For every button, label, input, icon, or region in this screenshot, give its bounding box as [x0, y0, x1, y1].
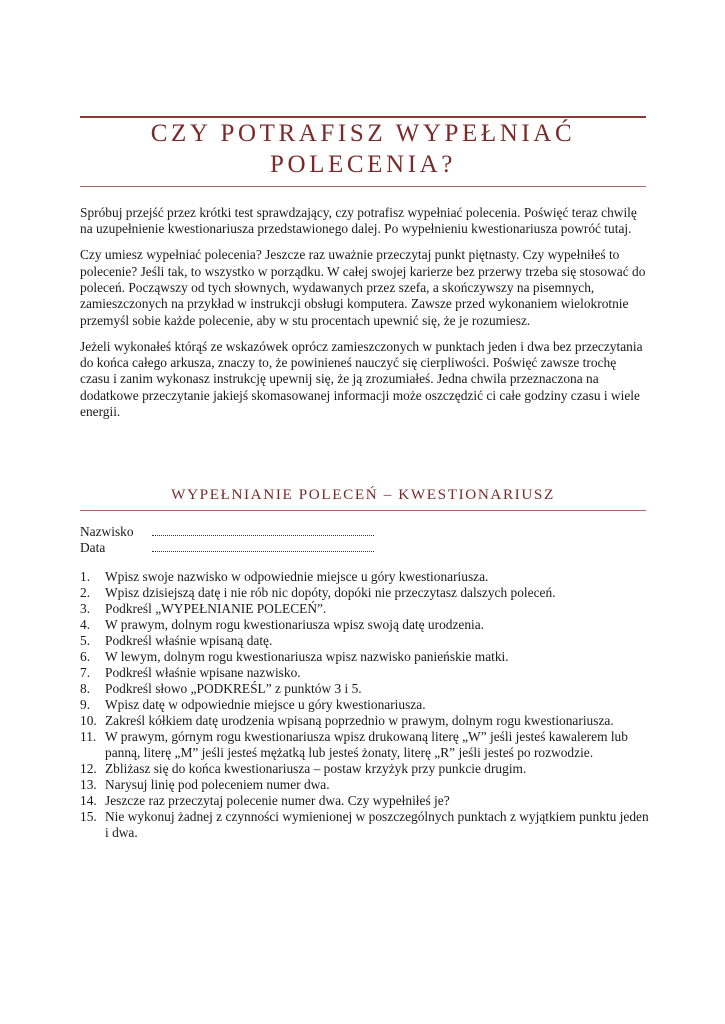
item-text: Jeszcze raz przeczytaj polecenie numer dwa. Czy wypełniłeś je? — [105, 793, 450, 808]
list-item — [80, 761, 650, 777]
surname-field — [80, 524, 374, 540]
list-item — [80, 809, 650, 841]
intro-text — [80, 205, 646, 430]
item-number: 12. — [80, 761, 97, 776]
item-text: Zakreśl kółkiem datę urodzenia wpisaną poprzednio w prawym, dolnym rogu kwestionariusza. — [105, 713, 614, 728]
intro-paragraph: Spróbuj przejść przez krótki test sprawdzający, czy potrafisz wypełniać polecenia. Poświęć teraz chwilę na uzupełnienie kwestionariusza przedstawionego dalej. Po wypełnieniu kwestionariusza powróć tutaj. — [80, 205, 637, 237]
item-number: 3. — [80, 601, 91, 616]
item-text: W lewym, dolnym rogu kwestionariusza wpisz nazwisko panieńskie matki. — [105, 649, 509, 664]
page-title — [80, 118, 646, 180]
surname-label: Nazwisko — [80, 524, 134, 539]
section-title: WYPEŁNIANIE POLECEŃ – KWESTIONARIUSZ — [171, 486, 555, 503]
date-label: Data — [80, 540, 106, 555]
instruction-list — [80, 569, 650, 841]
item-text: Wpisz datę w odpowiednie miejsce u góry kwestionariusza. — [105, 697, 426, 712]
item-text: Nie wykonuj żadnej z czynności wymienionej w poszczególnych punktach z wyjątkiem punktu jeden i dwa. — [105, 809, 649, 840]
item-number: 4. — [80, 617, 91, 632]
intro-paragraph: Czy umiesz wypełniać polecenia? Jeszcze raz uważnie przeczytaj punkt piętnasty. Czy wypełniłeś to polecenie? Jeśli tak, to wszystko w porządku. W całej swojej karierze bez przerwy trzeba się stosować do poleceń. Począwszy od tych słownych, wydawanych przez szefa, a skończywszy na pisemnych, zamieszczonych na przykład w instrukcji obsługi komputera. Zawsze przed wykonaniem wielokrotnie przemyśl sobie każde polecenie, aby w stu procentach upewnić się, że je rozumiesz. — [80, 247, 646, 328]
item-number: 13. — [80, 777, 97, 792]
list-item — [80, 729, 650, 761]
item-number: 9. — [80, 697, 91, 712]
item-text: Podkreśl słowo „PODKREŚL” z punktów 3 i 5. — [105, 681, 362, 696]
item-number: 10. — [80, 713, 97, 728]
item-number: 1. — [80, 569, 91, 584]
item-number: 6. — [80, 649, 91, 664]
list-item — [80, 665, 650, 681]
list-item — [80, 697, 650, 713]
list-item — [80, 713, 650, 729]
item-number: 8. — [80, 681, 91, 696]
list-item — [80, 585, 650, 601]
item-number: 5. — [80, 633, 91, 648]
item-number: 7. — [80, 665, 91, 680]
list-item — [80, 633, 650, 649]
list-item — [80, 793, 650, 809]
page-title-line-2: POLECENIA? — [270, 151, 456, 178]
date-field — [80, 540, 374, 556]
item-text: Podkreśl „WYPEŁNIANIE POLECEŃ”. — [105, 601, 327, 616]
surname-line[interactable] — [152, 524, 374, 536]
item-number: 2. — [80, 585, 91, 600]
item-number: 11. — [80, 729, 97, 744]
form-fields — [80, 524, 374, 556]
intro-paragraph: Jeżeli wykonałeś którąś ze wskazówek oprócz zamieszczonych w punktach jeden i dwa bez przeczytania do końca całego arkusza, znaczy to, że powinieneś nauczyć się cierpliwości. Poświęć zawsze trochę czasu i zanim wykonasz instrukcję upewnij się, że ją zrozumiałeś. Jedna chwila przeznaczona na dodatkowe przeczytanie jakiejś skomasowanej informacji może oszczędzić ci całe godziny czasu i wiele energii. — [80, 338, 643, 420]
item-number: 14. — [80, 793, 97, 808]
date-line[interactable] — [152, 540, 374, 552]
item-text: W prawym, dolnym rogu kwestionariusza wpisz swoją datę urodzenia. — [105, 617, 485, 632]
item-text: Podkreśl właśnie wpisaną datę. — [105, 633, 273, 648]
list-item — [80, 777, 650, 793]
item-text: Wpisz dzisiejszą datę i nie rób nic dopóty, dopóki nie przeczytasz dalszych poleceń. — [105, 585, 556, 600]
title-bottom-rule — [80, 186, 646, 187]
list-item — [80, 681, 650, 697]
list-item — [80, 601, 650, 617]
item-number: 15. — [80, 809, 97, 824]
item-text: Podkreśl właśnie wpisane nazwisko. — [105, 665, 301, 680]
list-item — [80, 617, 650, 633]
list-item — [80, 649, 650, 665]
section-rule — [80, 510, 646, 511]
item-text: Narysuj linię pod poleceniem numer dwa. — [105, 777, 330, 792]
list-item — [80, 569, 650, 585]
item-text: Zbliżasz się do końca kwestionariusza – postaw krzyżyk przy punkcie drugim. — [105, 761, 527, 776]
item-text: Wpisz swoje nazwisko w odpowiednie miejsce u góry kwestionariusza. — [105, 569, 489, 584]
page-title-line-1: CZY POTRAFISZ WYPEŁNIAĆ — [150, 120, 576, 147]
item-text: W prawym, górnym rogu kwestionariusza wpisz drukowaną literę „W” jeśli jesteś kawalerem lub panną, literę „M” jeśli jesteś mężatką lub jesteś żonaty, literę „R” jeśli jesteś po rozwodzie. — [105, 729, 628, 760]
